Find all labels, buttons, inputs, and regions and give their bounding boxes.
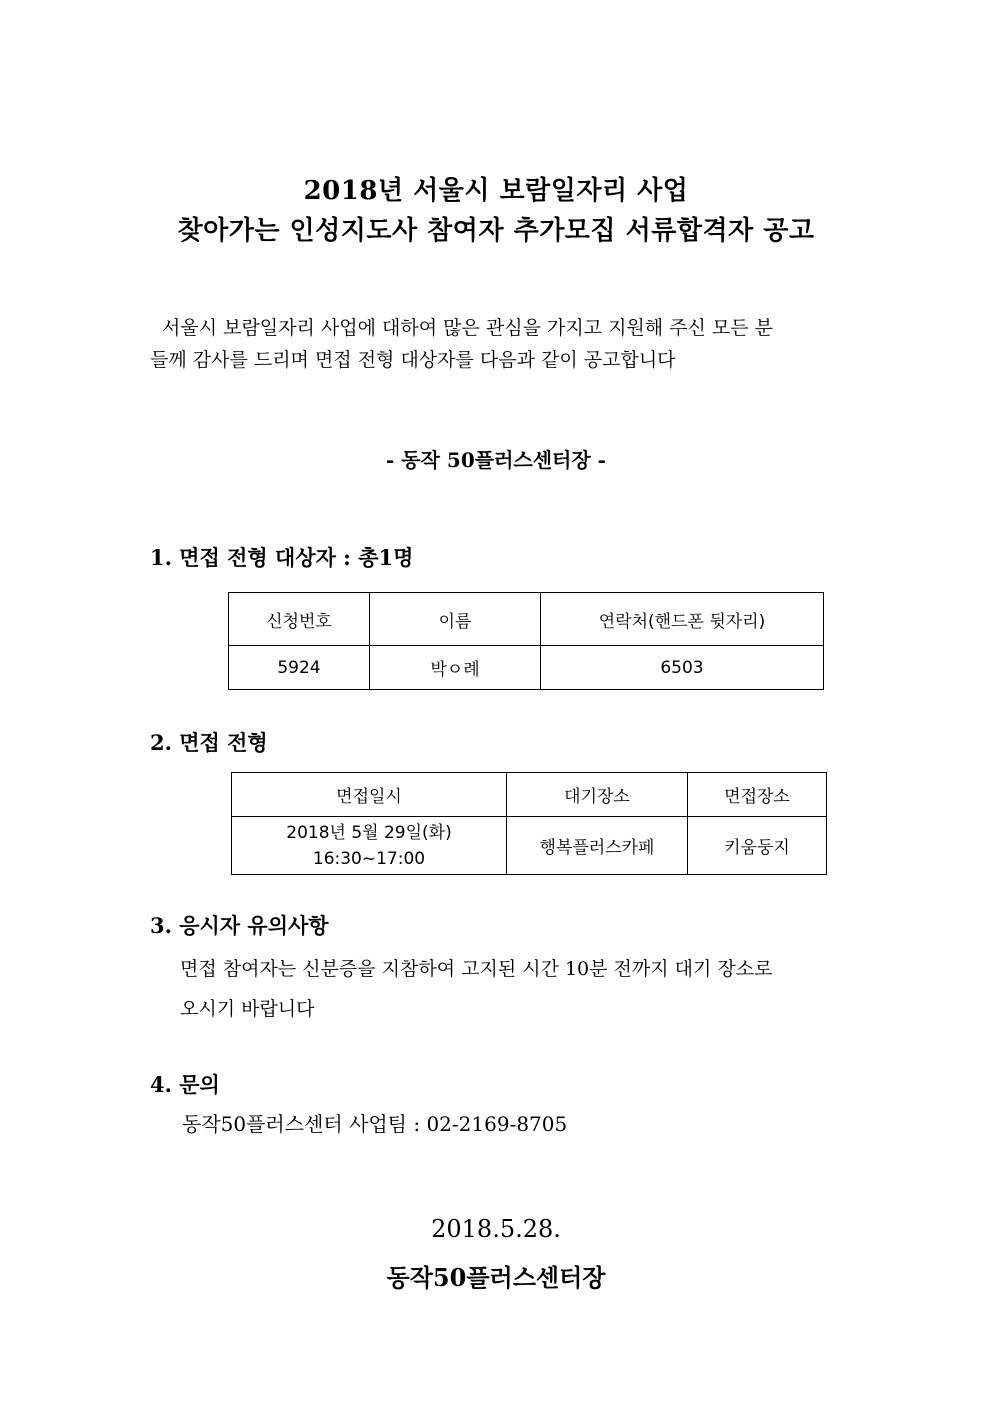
intro-line-2: 들께 감사를 드리며 면접 전형 대상자를 다음과 같이 공고합니다: [150, 349, 676, 371]
cell-interview-datetime: [232, 817, 507, 875]
column-header-interview-datetime: 면접일시: [232, 773, 507, 817]
closing-issuer: 동작50플러스센터장: [386, 1263, 606, 1292]
table-row: [229, 646, 824, 690]
column-header-waiting-place: 대기장소: [507, 773, 688, 817]
cell-application-number: 5924: [229, 646, 370, 690]
cell-interview-place: 키움둥지: [688, 817, 827, 875]
interview-date: 2018년 5월 29일(화): [286, 822, 452, 843]
document-title-line-2: 찾아가는 인성지도사 참여자 추가모집 서류합격자 공고: [177, 216, 815, 246]
document-title-line-1: 2018년 서울시 보람일자리 사업: [303, 176, 689, 206]
column-header-name: 이름: [370, 593, 541, 646]
contact-line: 동작50플러스센터 사업팀 : 02-2169-8705: [182, 1112, 568, 1136]
section-4-heading: 4. 문의: [150, 1072, 220, 1097]
section-1-heading: 1. 면접 전형 대상자 : 총1명: [150, 545, 414, 570]
section-2-heading: 2. 면접 전형: [150, 730, 268, 755]
section-3-line-1: 면접 참여자는 신분증을 지참하여 고지된 시간 10분 전까지 대기 장소로: [180, 958, 773, 980]
interview-time: 16:30~17:00: [312, 848, 426, 869]
column-header-application-number: 신청번호: [229, 593, 370, 646]
cell-name: 박ㅇ례: [370, 646, 541, 690]
candidate-table: [228, 592, 824, 690]
intro-paragraph: [150, 312, 860, 376]
table-header-row: [232, 773, 827, 817]
interview-table: [231, 772, 827, 875]
section-3-heading: 3. 응시자 유의사항: [150, 913, 329, 938]
closing-date: 2018.5.28.: [431, 1215, 561, 1243]
intro-line-1: 서울시 보람일자리 사업에 대하여 많은 관심을 가지고 지원해 주신 모든 분: [162, 317, 774, 339]
table-row: [232, 817, 827, 875]
section-3-line-2: 오시기 바랍니다: [180, 998, 315, 1020]
cell-waiting-place: 행복플러스카페: [507, 817, 688, 875]
column-header-contact: 연락처(핸드폰 뒷자리): [541, 593, 824, 646]
table-header-row: [229, 593, 824, 646]
cell-contact: 6503: [541, 646, 824, 690]
column-header-interview-place: 면접장소: [688, 773, 827, 817]
center-heading: - 동작 50플러스센터장 -: [386, 448, 606, 472]
